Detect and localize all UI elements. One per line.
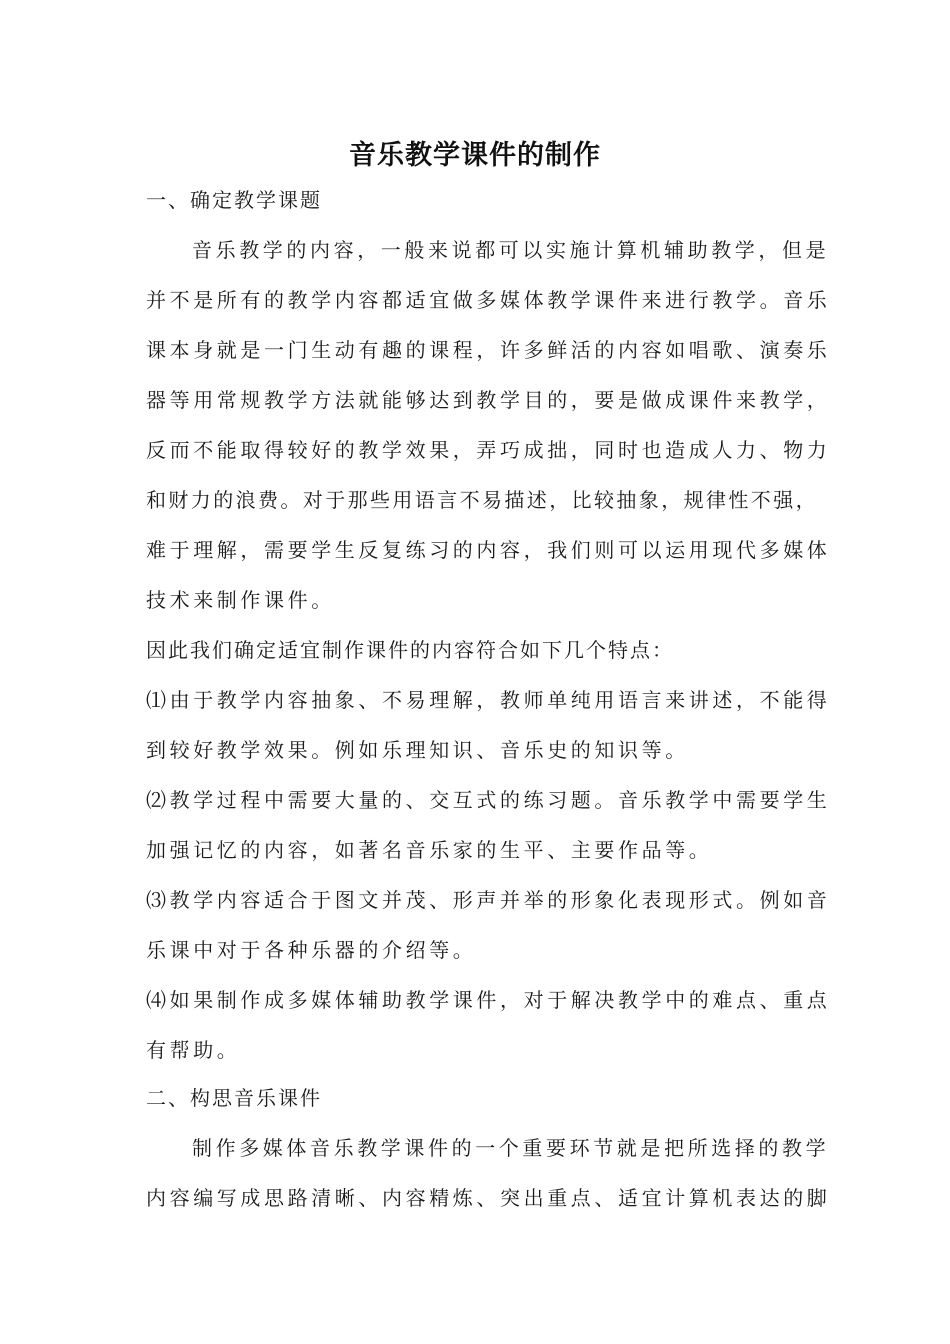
document-title: 音乐教学课件的制作 — [349, 140, 601, 171]
paragraph-line: 并不是所有的教学内容都适宜做多媒体教学课件来进行教学。音乐 — [146, 288, 831, 312]
list-item-2-line: 加强记忆的内容，如著名音乐家的生平、主要作品等。 — [146, 838, 713, 862]
list-item-2-line: ⑵教学过程中需要大量的、交互式的练习题。音乐教学中需要学生 — [146, 788, 831, 812]
paragraph-line: 器等用常规教学方法就能够达到教学目的，要是做成课件来教学， — [146, 388, 831, 412]
paragraph-line: 课本身就是一门生动有趣的课程，许多鲜活的内容如唱歌、演奏乐 — [146, 338, 831, 362]
list-item-3-line: 乐课中对于各种乐器的介绍等。 — [146, 938, 477, 962]
list-item-1-line: 到较好教学效果。例如乐理知识、音乐史的知识等。 — [146, 738, 689, 762]
paragraph-line: 内容编写成思路清晰、内容精炼、突出重点、适宜计算机表达的脚 — [146, 1186, 831, 1210]
list-item-4-line: ⑷如果制作成多媒体辅助教学课件，对于解决教学中的难点、重点 — [146, 988, 831, 1012]
paragraph-line: 制作多媒体音乐教学课件的一个重要环节就是把所选择的教学 — [192, 1136, 830, 1160]
section-heading-2: 二、构思音乐课件 — [146, 1086, 322, 1110]
paragraph-line: 音乐教学的内容，一般来说都可以实施计算机辅助教学，但是 — [192, 238, 830, 262]
paragraph-line: 因此我们确定适宜制作课件的内容符合如下几个特点： — [146, 638, 674, 662]
paragraph-line: 反而不能取得较好的教学效果，弄巧成拙，同时也造成人力、物力 — [146, 438, 831, 462]
paragraph-line: 技术来制作课件。 — [146, 588, 335, 612]
list-item-1-line: ⑴由于教学内容抽象、不易理解，教师单纯用语言来讲述，不能得 — [146, 688, 831, 712]
paragraph-line: 和财力的浪费。对于那些用语言不易描述，比较抽象，规律性不强， — [146, 488, 818, 512]
paragraph-line: 难于理解，需要学生反复练习的内容，我们则可以运用现代多媒体 — [146, 538, 831, 562]
list-item-4-line: 有帮助。 — [146, 1038, 241, 1062]
section-heading-1: 一、确定教学课题 — [146, 188, 322, 212]
list-item-3-line: ⑶教学内容适合于图文并茂、形声并举的形象化表现形式。例如音 — [146, 888, 831, 912]
